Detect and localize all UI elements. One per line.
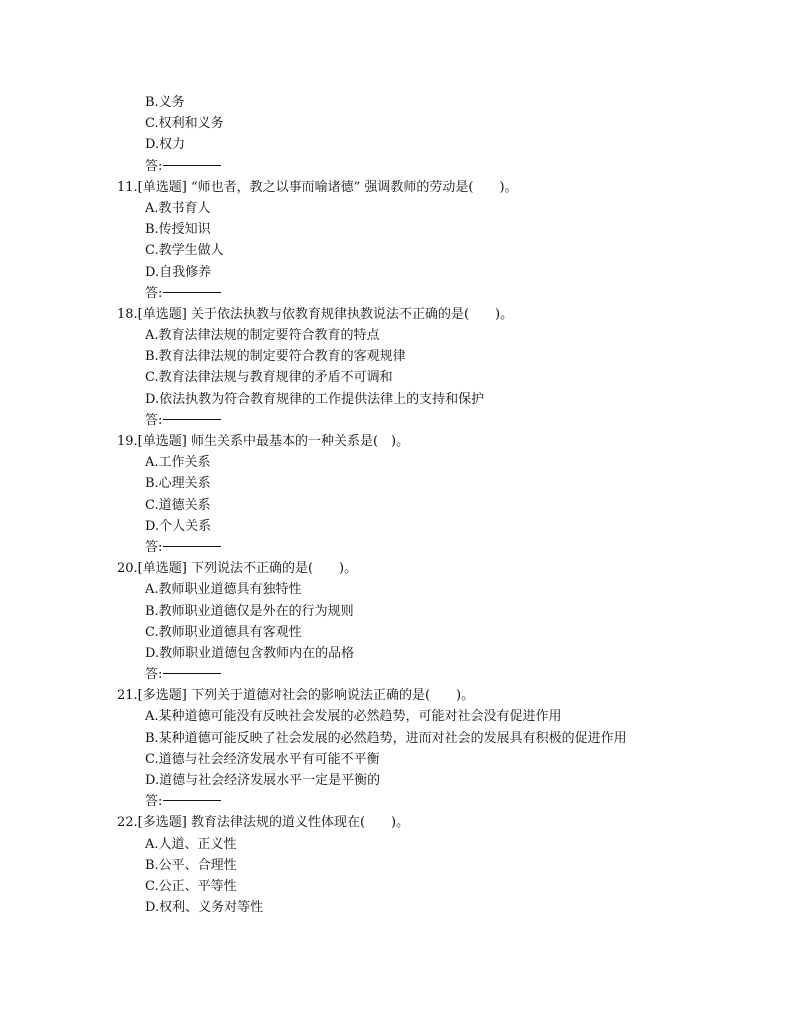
question-stem: 22.[多选题] 教育法律法规的道义性体现在( )。 xyxy=(117,815,410,831)
answer-line xyxy=(117,664,752,685)
option: C.道德关系 xyxy=(145,497,211,513)
question-block xyxy=(117,431,752,558)
option: C.权利和义务 xyxy=(145,116,224,132)
answer-blank xyxy=(163,165,221,166)
option: B.传授知识 xyxy=(145,222,211,238)
answer-blank xyxy=(163,800,221,801)
option: A.教书育人 xyxy=(145,200,211,216)
option: B.教师职业道德仅是外在的行为规则 xyxy=(145,603,354,619)
answer-blank xyxy=(163,673,221,674)
option: A.工作关系 xyxy=(145,455,211,471)
option: A.教育法律法规的制定要符合教育的特点 xyxy=(145,328,380,344)
answer-line xyxy=(117,283,752,304)
answer-line xyxy=(117,410,752,431)
question-stem: 21.[多选题] 下列关于道德对社会的影响说法正确的是( )。 xyxy=(117,688,475,704)
question-stem: 11.[单选题] “师也者，教之以事而喻诸德” 强调教师的劳动是( )。 xyxy=(117,179,518,195)
question-block xyxy=(117,812,752,918)
option: A.某种道德可能没有反映社会发展的必然趋势，可能对社会没有促进作用 xyxy=(145,709,562,725)
option: D.权力 xyxy=(145,137,186,153)
option: D.道德与社会经济发展水平一定是平衡的 xyxy=(145,773,381,788)
answer-label: 答: xyxy=(145,412,163,428)
answer-line xyxy=(117,791,752,812)
answer-line xyxy=(117,537,752,558)
answer-label: 答: xyxy=(145,539,163,555)
answer-label: 答: xyxy=(145,158,163,174)
question-block xyxy=(117,304,752,431)
answer-line xyxy=(117,156,752,177)
answer-label: 答: xyxy=(145,794,163,810)
question-stem: 18.[单选题] 关于依法执教与依教育规律执教说法不正确的是( )。 xyxy=(117,306,514,322)
question-block xyxy=(117,558,752,685)
question-block xyxy=(117,177,752,304)
answer-blank xyxy=(163,292,221,293)
option: B.义务 xyxy=(145,95,185,110)
option: A.人道、正义性 xyxy=(145,836,237,852)
option: D.依法执教为符合教育规律的工作提供法律上的支持和保护 xyxy=(145,391,485,407)
question-block xyxy=(117,685,752,812)
option: C.教育法律法规与教育规律的矛盾不可调和 xyxy=(145,370,393,386)
option: C.道德与社会经济发展水平有可能不平衡 xyxy=(145,751,380,767)
answer-blank xyxy=(163,419,221,420)
answer-label: 答: xyxy=(145,667,163,683)
option: C.公正、平等性 xyxy=(145,878,237,894)
question-list xyxy=(117,92,752,918)
option: B.心理关系 xyxy=(145,476,211,492)
option: C.教学生做人 xyxy=(145,243,224,259)
option: D.权利、义务对等性 xyxy=(145,900,264,916)
option: D.自我修养 xyxy=(145,264,212,280)
leading-options xyxy=(117,92,752,177)
option: B.某种道德可能反映了社会发展的必然趋势，进而对社会的发展具有积极的促进作用 xyxy=(145,730,627,746)
option: B.公平、合理性 xyxy=(145,857,237,873)
option: C.教师职业道德具有客观性 xyxy=(145,624,302,640)
question-stem: 19.[单选题] 师生关系中最基本的一种关系是( )。 xyxy=(117,434,410,449)
answer-label: 答: xyxy=(145,285,163,301)
option: A.教师职业道德具有独特性 xyxy=(145,582,302,598)
option: B.教育法律法规的制定要符合教育的客观规律 xyxy=(145,349,406,365)
option: D.教师职业道德包含教师内在的品格 xyxy=(145,645,355,661)
question-stem: 20.[单选题] 下列说法不正确的是( )。 xyxy=(117,561,358,577)
answer-blank xyxy=(163,546,221,547)
option: D.个人关系 xyxy=(145,518,212,534)
